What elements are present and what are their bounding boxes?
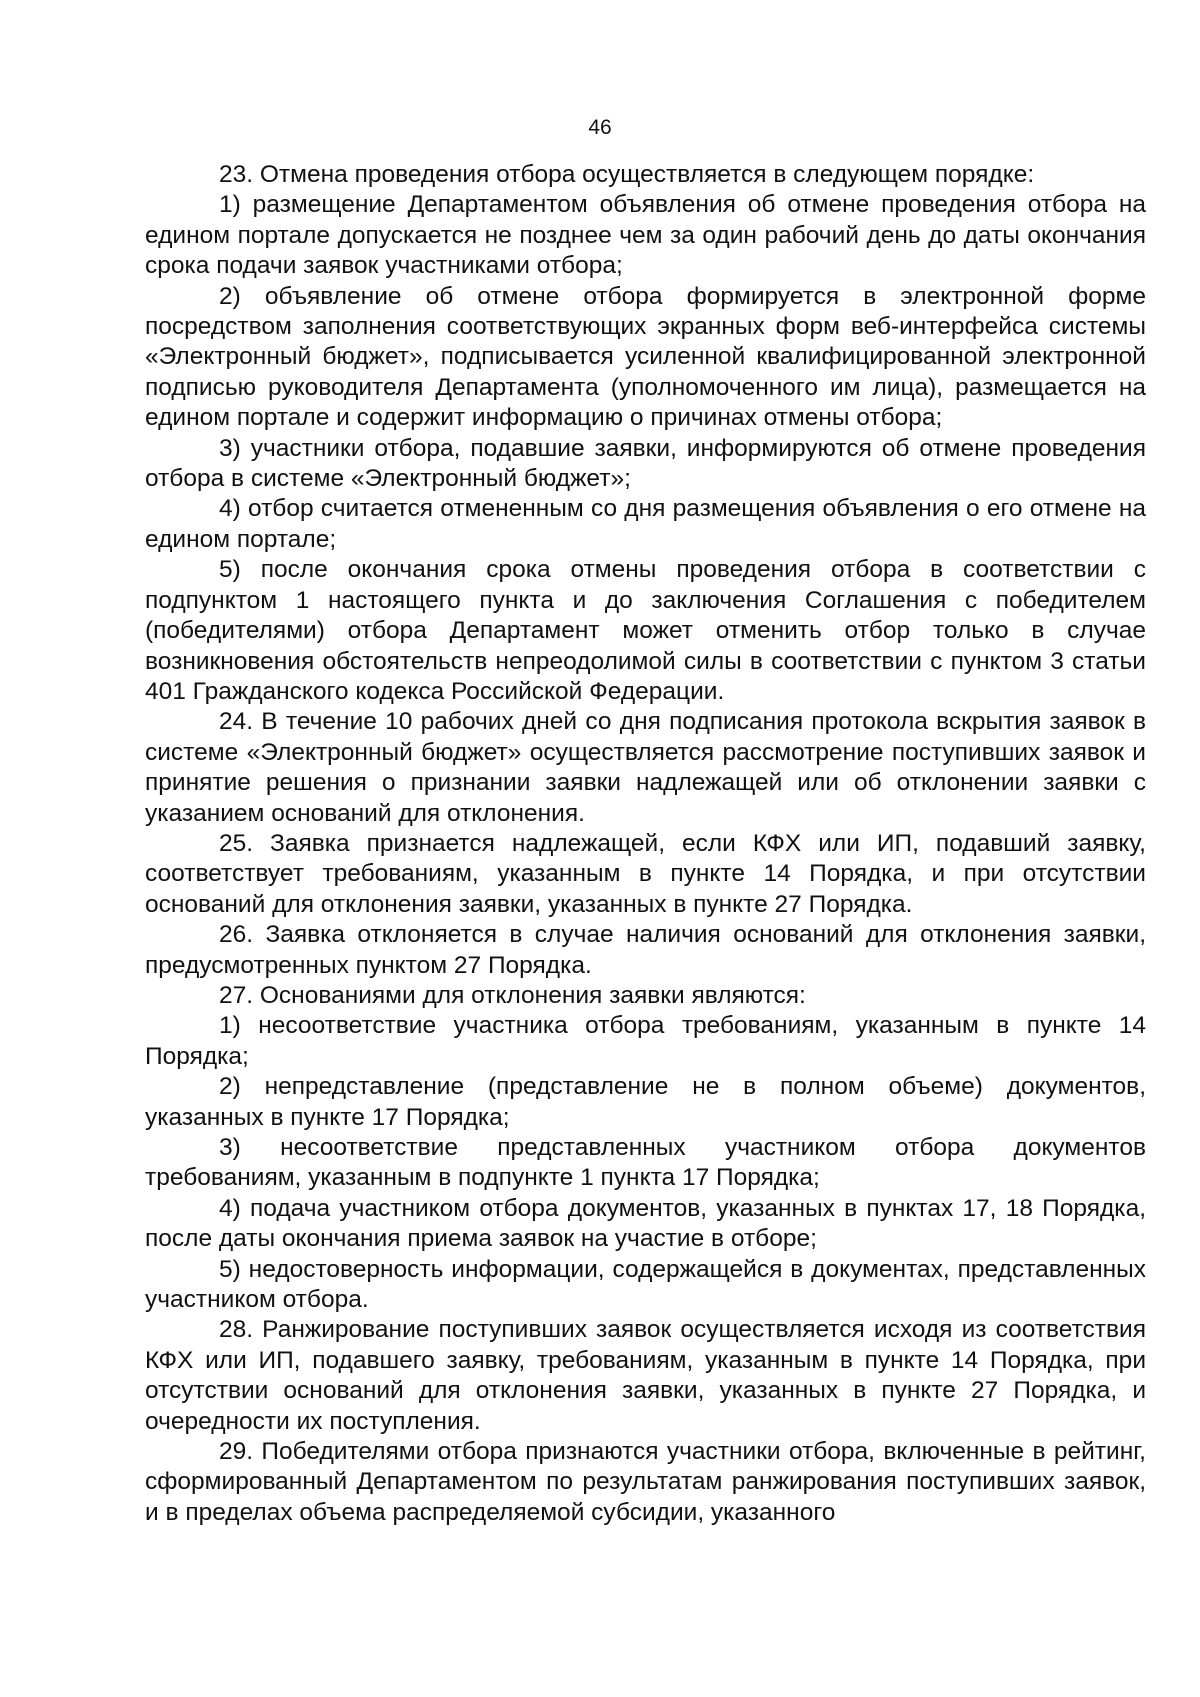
paragraph: 1) несоответствие участника отбора требованиям, указанным в пункте 14 Порядка; [145, 1012, 1146, 1070]
paragraph: 3) участники отбора, подавшие заявки, информируются об отмене проведения отбора в системе «Электронный бюджет»; [145, 434, 1146, 493]
paragraph: 24. В течение 10 рабочих дней со дня подписания протокола вскрытия заявок в системе «Электронный бюджет» осуществляется рассмотрение поступивших заявок и принятие решения о признании заявки надлежащей или об отклонении заявки с указанием оснований для отклонения. [145, 708, 1146, 827]
paragraph: 28. Ранжирование поступивших заявок осуществляется исходя из соответствия КФХ или ИП, подавшего заявку, требованиям, указанным в пункте 14 Порядка, при отсутствии оснований для отклонения заявки, указанных в пункте 27 Порядка, и очередности их поступления. [145, 1316, 1146, 1435]
paragraph: 4) подача участником отбора документов, указанных в пунктах 17, 18 Порядка, после даты окончания приема заявок на участие в отборе; [145, 1194, 1146, 1253]
paragraph: 2) объявление об отмене отбора формируется в электронной форме посредством заполнения соответствующих экранных форм веб-интерфейса системы «Электронный бюджет», подписывается усиленной квалифицированной электронной подписью руководителя Департамента (уполномоченного им лица), размещается на едином портале и содержит информацию о причинах отмены отбора; [145, 282, 1146, 432]
paragraph: 5) после окончания срока отмены проведения отбора в соответствии с подпунктом 1 настоящего пункта и до заключения Соглашения с победителем (победителями) отбора Департамент может отменить отбор только в случае возникновения обстоятельств непреодолимой силы в соответствии с пунктом 3 статьи 401 Гражданского кодекса Российской Федерации. [145, 556, 1146, 705]
paragraph: 26. Заявка отклоняется в случае наличия оснований для отклонения заявки, предусмотренных пунктом 27 Порядка. [145, 921, 1146, 979]
paragraph: 29. Победителями отбора признаются участники отбора, включенные в рейтинг, сформированный Департаментом по результатам ранжирования поступивших заявок, и в пределах объема распределяемой субсидии, указанного [145, 1438, 1146, 1526]
paragraph: 25. Заявка признается надлежащей, если КФХ или ИП, подавший заявку, соответствует требованиям, указанным в пункте 14 Порядка, и при отсутствии оснований для отклонения заявки, указанных в пункте 27 Порядка. [145, 829, 1146, 918]
paragraph: 5) недостоверность информации, содержащейся в документах, представленных участником отбора. [145, 1255, 1146, 1314]
document-body [145, 160, 1146, 1528]
paragraph: 3) несоответствие представленных участником отбора документов требованиям, указанным в подпункте 1 пункта 17 Порядка; [145, 1134, 1146, 1192]
paragraph: 23. Отмена проведения отбора осуществляется в следующем порядке: [219, 161, 1035, 188]
paragraph: 27. Основаниями для отклонения заявки являются: [219, 981, 806, 1009]
paragraph: 2) непредставление (представление не в полном объеме) документов, указанных в пункте 17 Порядка; [145, 1073, 1146, 1131]
paragraph: 1) размещение Департаментом объявления об отмене проведения отбора на едином портале допускается не позднее чем за один рабочий день до даты окончания срока подачи заявок участниками отбора; [145, 191, 1146, 280]
page-number: 46 [588, 116, 612, 139]
paragraph: 4) отбор считается отмененным со дня размещения объявления о его отмене на едином портале; [145, 495, 1146, 553]
